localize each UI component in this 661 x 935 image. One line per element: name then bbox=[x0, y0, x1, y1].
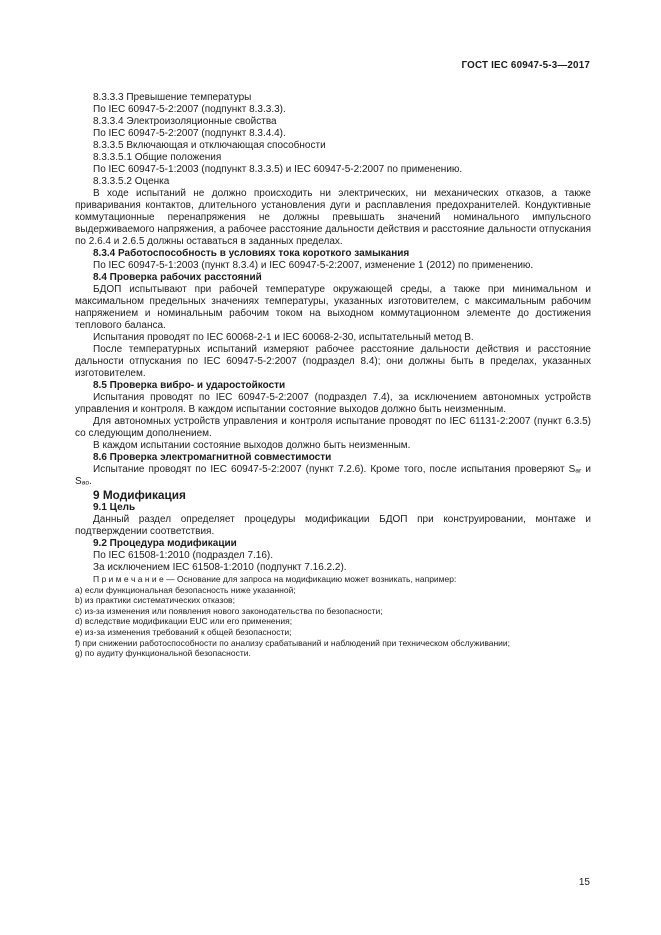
paragraph-note-item: f) при снижении работоспособности по анализу срабатываний и наблюдений при техническом обслуживании; bbox=[75, 637, 511, 648]
paragraph-heading: 8.6 Проверка электромагнитной совместимости bbox=[93, 452, 332, 463]
paragraph-clause: По IEC 61508-1:2010 (подраздел 7.16). bbox=[93, 550, 274, 561]
paragraph-section: 9 Модификация bbox=[93, 488, 186, 502]
paragraph-para: Испытания проводят по IEC 60068-2-1 и IEC 60068-2-30, испытательный метод В. bbox=[93, 332, 474, 343]
paragraph-heading: 8.4 Проверка рабочих расстояний bbox=[93, 272, 262, 283]
paragraph-clause: 8.3.3.5.1 Общие положения bbox=[93, 152, 222, 163]
paragraph-bold-clause: 8.3.4 Работоспособность в условиях тока короткого замыкания bbox=[93, 248, 410, 259]
paragraph-para: Данный раздел определяет процедуры модификации БДОП при конструировании, монтаже и подтверждении соответствия. bbox=[75, 514, 591, 537]
paragraph-clause: По IEC 60947-5-2:2007 (подпункт 8.3.4.4). bbox=[93, 128, 286, 139]
paragraph-clause: По IEC 60947-5-1:2003 (пункт 8.3.4) и IEC 60947-5-2:2007, изменение 1 (2012) по применению. bbox=[93, 260, 534, 271]
document-body bbox=[75, 92, 591, 659]
paragraph-clause: 8.3.3.4 Электроизоляционные свойства bbox=[93, 116, 277, 127]
paragraph-note-item: g) по аудиту функциональной безопасности. bbox=[75, 648, 251, 659]
paragraph-clause: 8.3.3.3 Превышение температуры bbox=[93, 92, 252, 103]
paragraph-heading: 9.2 Процедура модификации bbox=[93, 538, 237, 549]
paragraph-para: Испытания проводят по IEC 60947-5-2:2007 (подраздел 7.4), за исключением автономных устройств управления и контроля. В каждом испытании состояние выходов должно быть неизменным. bbox=[75, 392, 591, 415]
paragraph-para: В ходе испытаний не должно происходить ни электрических, ни механических отказов, а также приваривания контактов, длительного установления дуги и расплавления предохранителей. Кондуктивные коммутационные перенапряжения не должны превышать значений номинального импульсного выдерживаемого напряжения, а рабочее расстояние дальности действия и расстояние дальности отпускания по 2.6.4 и 2.6.5 должны оставаться в заданных пределах. bbox=[75, 188, 591, 247]
page-number: 15 bbox=[578, 877, 590, 888]
paragraph-para: Для автономных устройств управления и контроля испытание проводят по IEC 61131-2:2007 (пункт 6.3.5) со следующим дополнением. bbox=[75, 416, 591, 439]
paragraph-clause: 8.3.3.5.2 Оценка bbox=[93, 176, 170, 187]
paragraph-heading: 9.1 Цель bbox=[93, 502, 136, 513]
paragraph-clause: По IEC 60947-5-1:2003 (подпункт 8.3.3.5) и IEC 60947-5-2:2007 по применению. bbox=[93, 164, 463, 175]
paragraph-heading: 8.5 Проверка вибро- и ударостойкости bbox=[93, 380, 286, 391]
document-header-standard-designation: ГОСТ IEC 60947-5-3—2017 bbox=[461, 60, 590, 71]
paragraph-clause: За исключением IEC 61508-1:2010 (подпункт 7.16.2.2). bbox=[93, 562, 347, 573]
paragraph-note-item: c) из-за изменения или появления нового законодательства по безопасности; bbox=[75, 605, 383, 616]
paragraph-note: П р и м е ч а н и е — Основание для запроса на модификацию может возникать, например: bbox=[93, 574, 457, 584]
paragraph-para: БДОП испытывают при рабочей температуре окружающей среды, а также при минимальном и максимальном предельных значениях температуры, указанных изготовителем, с максимальным рабочим напряжением и номинальным рабочим током на выходном коммутационном элементе до достижения теплового баланса. bbox=[75, 284, 591, 331]
paragraph-para: После температурных испытаний измеряют рабочее расстояние дальности действия и расстояние дальности отпускания по IEC 60947-5-2:2007 (подраздел 8.4); они должны быть в пределах, указанных изготовителем. bbox=[75, 344, 591, 379]
paragraph-note-item: d) вследствие модификации EUC или его применения; bbox=[75, 616, 293, 627]
paragraph-note-item: e) из-за изменения требований к общей безопасности; bbox=[75, 626, 292, 637]
paragraph-clause: По IEC 60947-5-2:2007 (подпункт 8.3.3.3). bbox=[93, 104, 286, 115]
paragraph-clause: 8.3.3.5 Включающая и отключающая способности bbox=[93, 140, 326, 151]
paragraph-para: Испытание проводят по IEC 60947-5-2:2007 (пункт 7.2.6). Кроме того, после испытания проверяют Sₐᵣ и Sₐₒ. bbox=[75, 464, 591, 487]
paragraph-para: В каждом испытании состояние выходов должно быть неизменным. bbox=[93, 440, 411, 451]
paragraph-note-item: a) если функциональная безопасность ниже указанной; bbox=[75, 584, 296, 595]
paragraph-note-item: b) из практики систематических отказов; bbox=[75, 595, 235, 606]
